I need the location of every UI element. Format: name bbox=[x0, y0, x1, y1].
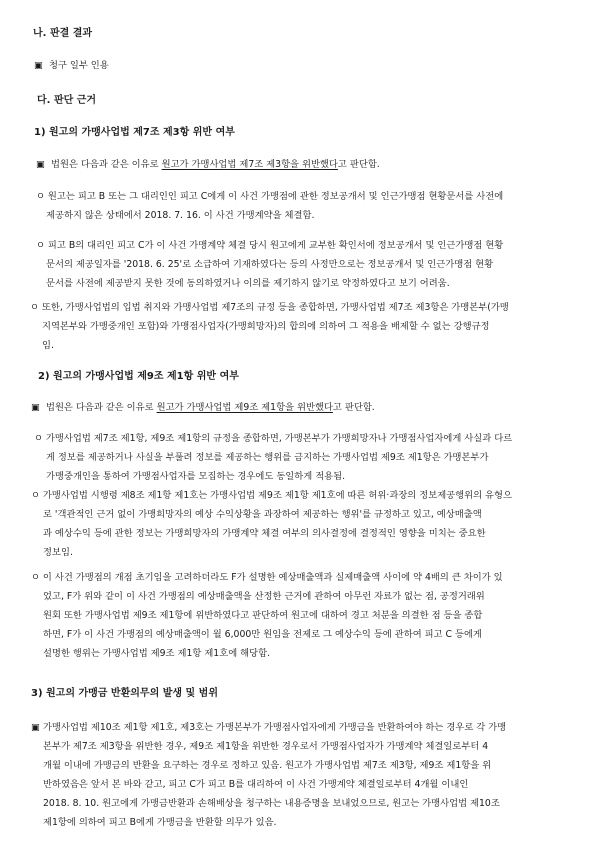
text-line: 문서의 제공일자를 '2018. 6. 25'로 소급하여 기재하였다는 등의 사정만으로는 정보공개서 및 인근가맹점 현황 bbox=[46, 259, 494, 270]
section1-intro-pre: 법원은 다음과 같은 이유로 bbox=[50, 159, 162, 170]
section3-para1 bbox=[31, 718, 506, 832]
square-bullet-icon: ▣ bbox=[31, 722, 40, 733]
section1-para3 bbox=[30, 298, 509, 355]
section2-intro-underlined: 원고가 가맹사업법 제9조 제1항을 위반했다 bbox=[156, 402, 333, 413]
text-line: 지역본부와 가맹중개인 포함)와 가맹점사업자(가맹희망자)의 합의에 의하여 그 적용을 배제할 수 없는 강행규정 bbox=[42, 321, 490, 332]
section1-intro-post: 고 판단함. bbox=[337, 159, 380, 170]
text-line: 설명한 행위는 가맹사업법 제9조 제1항 제1호에 해당함. bbox=[43, 648, 271, 659]
result-text: 청구 일부 인용 bbox=[48, 60, 109, 71]
section2-para2 bbox=[31, 486, 512, 562]
text-line: 원회 또한 가맹사업법 제9조 제1항에 위반하였다고 판단하여 원고에 대하여 경고 처분을 의결한 점 등을 종합 bbox=[43, 610, 483, 621]
text-line: 문서를 사전에 제공받지 못한 것에 동의하였거나 이의를 제기하지 않기로 약정하였다고 보기 어려움. bbox=[46, 278, 450, 289]
square-bullet-icon: ▣ bbox=[34, 60, 43, 71]
text-line bbox=[31, 718, 506, 737]
text-line: 반하였음은 앞서 본 바와 같고, 피고 C가 피고 B를 대리하여 이 사건 가맹계약 체결일로부터 4개월 이내인 bbox=[43, 779, 469, 790]
text-line: 제1항에 의하여 피고 B에게 가맹금을 반환할 의무가 있음. bbox=[43, 817, 277, 828]
section2-para3 bbox=[31, 568, 503, 663]
square-bullet-icon: ▣ bbox=[36, 159, 45, 170]
heading-judgment-basis: 다. 판단 근거 bbox=[37, 95, 97, 106]
text-line: ㅇ 원고는 피고 B 또는 그 대리인인 피고 C에게 이 사건 가맹점에 관한 정보공개서 및 인근가맹점 현황문서를 사전에 bbox=[36, 191, 504, 202]
section1-intro-underlined: 원고가 가맹사업법 제7조 제3항을 위반했다 bbox=[161, 159, 338, 170]
section2-title: 2) 원고의 가맹사업법 제9조 제1항 위반 여부 bbox=[38, 371, 239, 382]
section1-intro bbox=[36, 155, 380, 174]
text-line: 과 예상수익 등에 관한 정보는 가맹희망자의 가맹계약 체결 여부의 의사결정에 결정적인 영향을 미치는 중요한 bbox=[43, 528, 486, 539]
section3-title: 3) 원고의 가맹금 반환의무의 발생 및 범위 bbox=[31, 688, 218, 699]
text-line: ㅇ 또한, 가맹사업법의 입법 취지와 가맹사업법 제7조의 규정 등을 종합하면, 가맹사업법 제7조 제3항은 가맹본부(가맹 bbox=[30, 302, 509, 313]
text-line: ㅇ 가맹사업법 제7조 제1항, 제9조 제1항의 규정을 종합하면, 가맹본부가 가맹희망자나 가맹점사업자에게 사실과 다르 bbox=[34, 433, 513, 444]
text-span: 가맹사업법 제10조 제1항 제1호, 제3호는 가맹본부가 가맹점사업자에게 가맹금을 반환하여야 하는 경우로 각 가맹 bbox=[43, 722, 507, 733]
text-line: ㅇ 이 사건 가맹점의 개점 초기임을 고려하더라도 F가 설명한 예상매출액과 실제매출액 사이에 약 4배의 큰 차이가 있 bbox=[31, 572, 503, 583]
text-line: 개월 이내에 가맹금의 반환을 요구하는 경우로 정하고 있음. 원고가 가맹사업법 제7조 제3항, 제9조 제1항을 위 bbox=[43, 760, 492, 771]
text-line: 로 '객관적인 근거 없이 가맹희망자의 예상 수익상황을 과장하여 제공하는 행위'를 규정하고 있고, 예상매출액 bbox=[43, 509, 482, 520]
heading-judgment-result: 나. 판결 결과 bbox=[33, 28, 93, 39]
text-line: 하면, F가 이 사건 가맹점의 예상매출액이 월 6,000만 원임을 전제로 그 예상수익 등에 관하여 피고 C 등에게 bbox=[43, 629, 482, 640]
text-line: ㅇ 피고 B의 대리인 피고 C가 이 사건 가맹계약 체결 당시 원고에게 교부한 확인서에 정보공개서 및 인근가맹점 현황 bbox=[36, 240, 504, 251]
text-line: 본부가 제7조 제3항을 위반한 경우, 제9조 제1항을 위반한 경우로서 가맹점사업자가 가맹계약 체결일로부터 4 bbox=[43, 741, 489, 752]
section2-intro-post: 고 판단함. bbox=[332, 402, 375, 413]
text-line: 었고, F가 위와 같이 이 사건 가맹점의 예상매출액을 산정한 근거에 관하여 아무런 자료가 없는 점, 공정거래위 bbox=[43, 591, 485, 602]
section1-para2 bbox=[36, 236, 503, 293]
section2-intro bbox=[31, 398, 375, 417]
result-line bbox=[34, 56, 109, 75]
section2-para1 bbox=[34, 429, 512, 486]
section1-para1 bbox=[36, 187, 503, 225]
square-bullet-icon: ▣ bbox=[31, 402, 40, 413]
text-line: 2018. 8. 10. 원고에게 가맹금반환과 손해배상을 청구하는 내용증명을 보내었으므로, 원고는 가맹사업법 제10조 bbox=[43, 798, 500, 809]
section1-title: 1) 원고의 가맹사업법 제7조 제3항 위반 여부 bbox=[34, 127, 235, 138]
text-line: 제공하지 않은 상태에서 2018. 7. 16. 이 사건 가맹계약을 체결함. bbox=[46, 210, 315, 221]
text-line: 가맹중개인을 통하여 가맹점사업자를 모집하는 경우에도 동일하게 적용됨. bbox=[46, 471, 346, 482]
text-line: 게 정보를 제공하거나 사실을 부풀려 정보를 제공하는 행위를 금지하는 가맹사업법 제9조 제1항은 가맹본부가 bbox=[46, 452, 489, 463]
text-line: 정보임. bbox=[43, 547, 73, 558]
section2-intro-pre: 법원은 다음과 같은 이유로 bbox=[45, 402, 157, 413]
text-line: ㅇ 가맹사업법 시행령 제8조 제1항 제1호는 가맹사업법 제9조 제1항 제1호에 따른 허위·과장의 정보제공행위의 유형으 bbox=[31, 490, 512, 501]
text-line: 임. bbox=[42, 340, 54, 351]
